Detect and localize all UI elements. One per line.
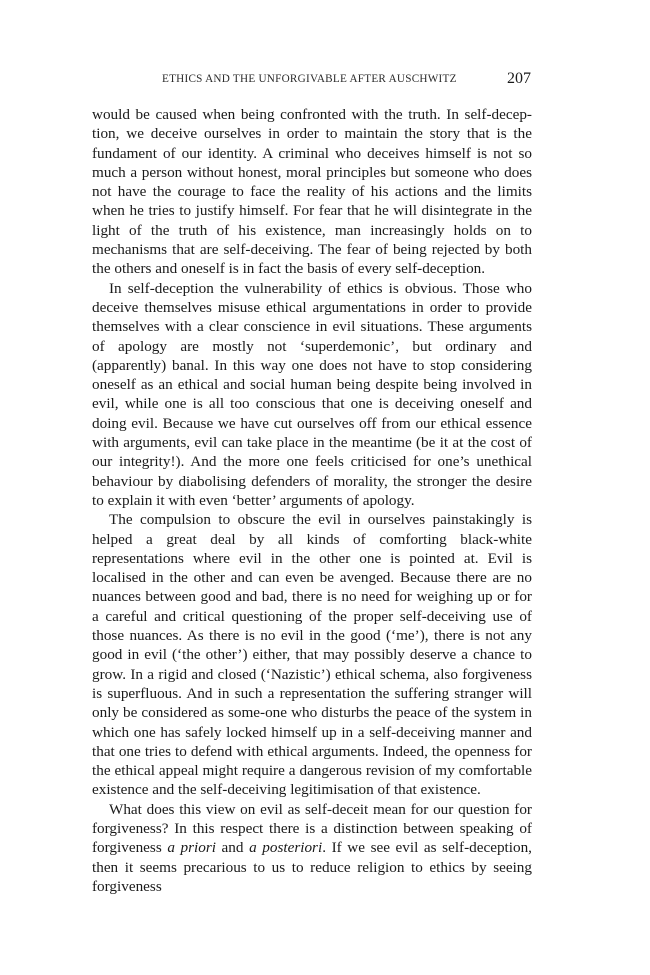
paragraph-4-middle: and [215,839,250,857]
paragraph-3: The compulsion to obscure the evil in ourselves painstakingly is helped a great deal by all kinds of comforting black-white representations where evil in the other one is pointed at. Evil is localised in the other and can even be avenged. Because there are no nuances between good and bad, there is no need for weighing up or for a careful and critical questioning of the proper self-deceiving use of those nuances. As there is no evil in the good (‘me’), there is not any good in evil (‘the other’) either, that may possibly deserve a chance to grow. In a rigid and closed (‘Nazistic’) ethical schema, also forgiveness is superfluous. And in such a representation the suffering stranger will only be considered as some-one who disturbs the peace of the system in which one has safely locked himself up in a self-deceiving manner and that one tries to defend with ethical arguments. Indeed, the openness for the ethical appeal might require a dangerous revision of my comfortable existence and the self-deceiving legitimisation of that existence. [92,511,532,799]
paragraph-4-before: What does this view on evil as self-deceit mean for our question for forgiveness? In this respect there is a distinction between speaking of forgiveness [92,800,532,857]
italic-a-priori: a priori [167,839,216,857]
running-head [92,70,532,92]
paragraph-4-after: . If we see evil as self-deception, then it seems precarious to us to reduce religion to ethics by seeing forgiveness [92,839,532,895]
italic-a-posteriori: a posteriori [249,839,323,857]
paragraph-2: In self-deception the vulnerability of ethics is obvious. Those who deceive themselves misuse ethical argumentations in order to provide themselves with a clear conscience in evil situations. These arguments of apology are mostly not ‘superdemonic’, but ordinary and (apparently) banal. In this way one does not have to stop considering oneself as an ethical and social human being despite being involved in evil, while one is all too conscious that one is deceiving oneself and doing evil. Because we have cut ourselves off from our ethical essence with arguments, evil can take place in the meantime (be it at the cost of our integrity!). And the more one feels criticised for one’s unethical behaviour by diabolising defenders of morality, the stronger the desire to explain it with even ‘better’ arguments of apology. [92,279,532,509]
body-text [92,105,532,896]
running-title: ETHICS AND THE UNFORGIVABLE AFTER AUSCHWITZ [162,73,457,85]
page-number: 207 [507,70,531,87]
paragraph-1: would be caused when being confronted with the truth. In self-decep-tion, we deceive ourselves in order to maintain the story that is the fundament of our identity. A criminal who deceives himself is not so much a person without honest, moral principles but someone who does not have the courage to face the reality of his actions and the limits when he tries to justify himself. For fear that he will disintegrate in the light of the truth of his existence, man increasingly holds on to mechanisms that are self-deceiving. The fear of being rejected by both the others and oneself is in fact the basis of every self-deception. [92,106,532,278]
paragraph-4 [92,800,532,896]
